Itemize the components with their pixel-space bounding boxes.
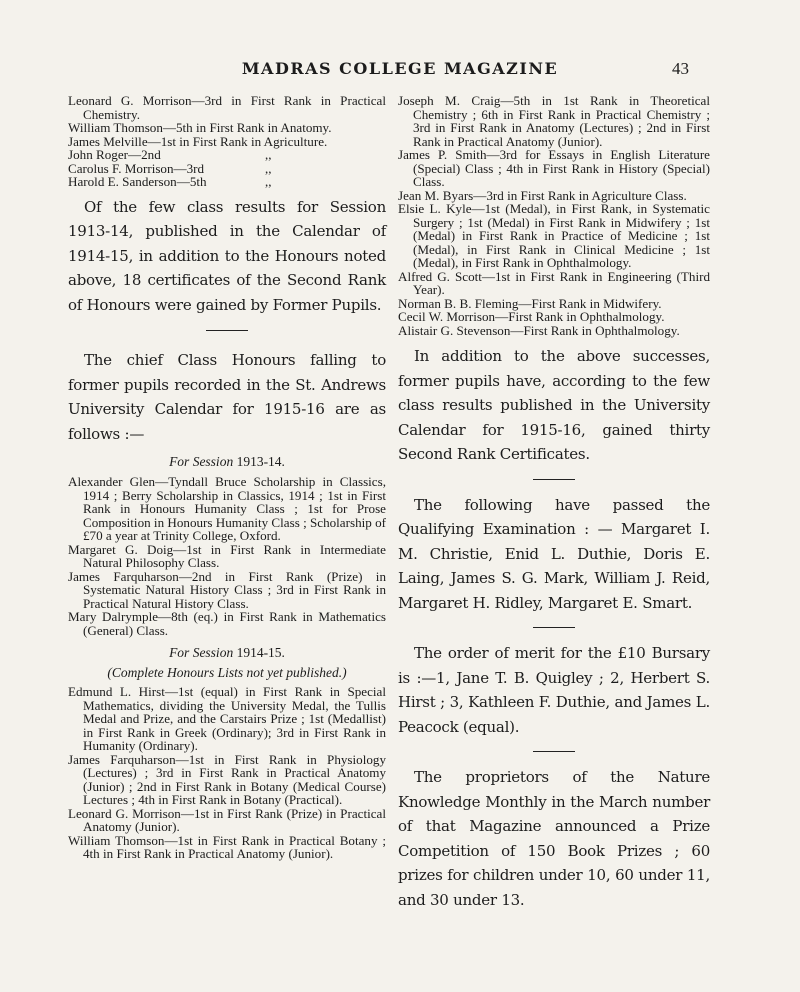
session-note: (Complete Honours Lists not yet published.) (107, 665, 347, 680)
honours-entry: Edmund L. Hirst—1st (equal) in First Rank in Special Mathematics, dividing the University Medal, the Tullis Medal and Prize, and the Carstairs Prize ; 1st (Medallist) in First Rank in Greek (Ordinary); 3rd in First Rank in Humanity (Ordinary). (68, 684, 386, 753)
nature-knowledge-paragraph: The proprietors of the Nature Knowledge Monthly in the March number of that Magazine announced a Prize Competition of 150 Book Prizes ; 60 prizes for children under 10, 60 under 11, and 30 under 13. (398, 768, 710, 909)
ditto-mark: ,, (265, 174, 272, 189)
honours-entry: Leonard G. Morrison—1st in First Rank (Prize) in Practical Anatomy (Junior). (68, 805, 386, 834)
honours-entry: Joseph M. Craig—5th in 1st Rank in Theoretical Chemistry ; 6th in First Rank in Practical Chemistry ; 3rd in First Rank in Anatomy (Lectures) ; 2nd in First Rank in Practical Anatomy (Junior). (398, 93, 710, 149)
honours-entry: James Melville—1st in First Rank in Agriculture. (68, 133, 328, 149)
session-heading-1914 (68, 645, 386, 661)
ditto-row (68, 175, 386, 189)
qualifying-exam-paragraph: The following have passed the Qualifying Examination : — Margaret I. M. Christie, Enid L. Duthie, Doris E. Laing, James S. G. Mark, William J. Reid, Margaret H. Ridley, Margaret E. Smart. (398, 495, 710, 612)
honours-entry: Margaret G. Doig—1st in First Rank in Intermediate Natural Philosophy Class. (68, 541, 386, 570)
ditto-mark: ,, (265, 160, 272, 176)
honours-entry: Elsie L. Kyle—1st (Medal), in First Rank, in Systematic Surgery ; 1st (Medal) in First Rank in Midwifery ; 1st (Medal) in First Rank in Practice of Medicine ; 1st (Medal), in First Rank in Clinical Medicine ; 1st (Medal), in First Rank in Ophthalmology. (398, 201, 710, 270)
honours-entry: James Farquharson—1st in First Rank in Physiology (Lectures) ; 3rd in First Rank in Practical Anatomy (Junior) ; 2nd in First Rank in Botany (Medical Course) Lectures ; 4th in First Rank in Botany (Practical). (68, 751, 386, 807)
session-heading-1913 (68, 454, 386, 470)
page-title: MADRAS COLLEGE MAGAZINE (241, 59, 559, 78)
honours-entry: James P. Smith—3rd for Essays in English Literature (Special) Class ; 4th in First Rank in History (Special) Class. (398, 147, 710, 189)
section-divider (206, 330, 248, 331)
page-number: 43 (672, 59, 689, 78)
ditto-mark: ,, (265, 147, 272, 162)
session-year: 1914-15. (236, 645, 285, 660)
session-label: For Session (169, 454, 234, 469)
honours-entry: Alexander Glen—Tyndall Bruce Scholarship in Classics, 1914 ; Berry Scholarship in Classics, 1914 ; 1st in First Rank in Honours Humanity Class ; 1st for Prose Composition in Honours Humanity Class ; Scholarship of £70 a year at Trinity College, Oxford. (68, 474, 386, 543)
right-column (398, 94, 710, 912)
honours-entry: Mary Dalrymple—8th (eq.) in First Rank in Mathematics (General) Class. (68, 609, 386, 638)
honours-entry: Cecil W. Morrison—First Rank in Ophthalmology. (398, 309, 665, 324)
ditto-name: John Roger—2nd (68, 147, 161, 162)
left-column (68, 94, 386, 861)
class-results-paragraph: Of the few class results for Session 1913-14, published in the Calendar of 1914-15, in addition to the Honours noted above, 18 certificates of the Second Rank of Honours were gained by Former Pupils. (68, 197, 386, 314)
ditto-row (68, 162, 386, 176)
honours-entry: William Thomson—5th in First Rank in Anatomy. (68, 120, 332, 135)
section-divider (533, 479, 575, 480)
ditto-name: Carolus F. Morrison—3rd (68, 160, 205, 176)
session-label: For Session (169, 645, 234, 660)
chief-honours-paragraph: The chief Class Honours falling to former pupils recorded in the St. Andrews University Calendar for 1915-16 are as follows :— (68, 351, 386, 443)
honours-entry: Leonard G. Morrison—3rd in First Rank in Practical Chemistry. (68, 93, 386, 122)
honours-entry: William Thomson—1st in First Rank in Practical Botany ; 4th in First Rank in Practical Anatomy (Junior). (68, 832, 386, 861)
honours-entry: Alistair G. Stevenson—First Rank in Ophthalmology. (398, 322, 680, 338)
honours-entry: Norman B. B. Fleming—First Rank in Midwifery. (398, 295, 662, 311)
section-divider (533, 751, 575, 752)
session-year: 1913-14. (236, 454, 285, 469)
honours-entry: Jean M. Byars—3rd in First Rank in Agriculture Class. (398, 187, 687, 203)
section-divider (533, 627, 575, 628)
bursary-paragraph: The order of merit for the £10 Bursary is :—1, Jane T. B. Quigley ; 2, Herbert S. Hirst ; 3, Kathleen F. Duthie, and James L. Peacock (equal). (398, 644, 710, 736)
ditto-row (68, 148, 386, 162)
honours-entry: Alfred G. Scott—1st in First Rank in Engineering (Third Year). (398, 268, 710, 297)
ditto-name: Harold E. Sanderson—5th (68, 174, 207, 189)
additional-successes-paragraph: In addition to the above successes, former pupils have, according to the few class results published in the University Calendar for 1915-16, gained thirty Second Rank Certificates. (398, 347, 710, 463)
honours-entry: James Farquharson—2nd in First Rank (Prize) in Systematic Natural History Class ; 3rd in First Rank in Practical Natural History Class. (68, 568, 386, 611)
